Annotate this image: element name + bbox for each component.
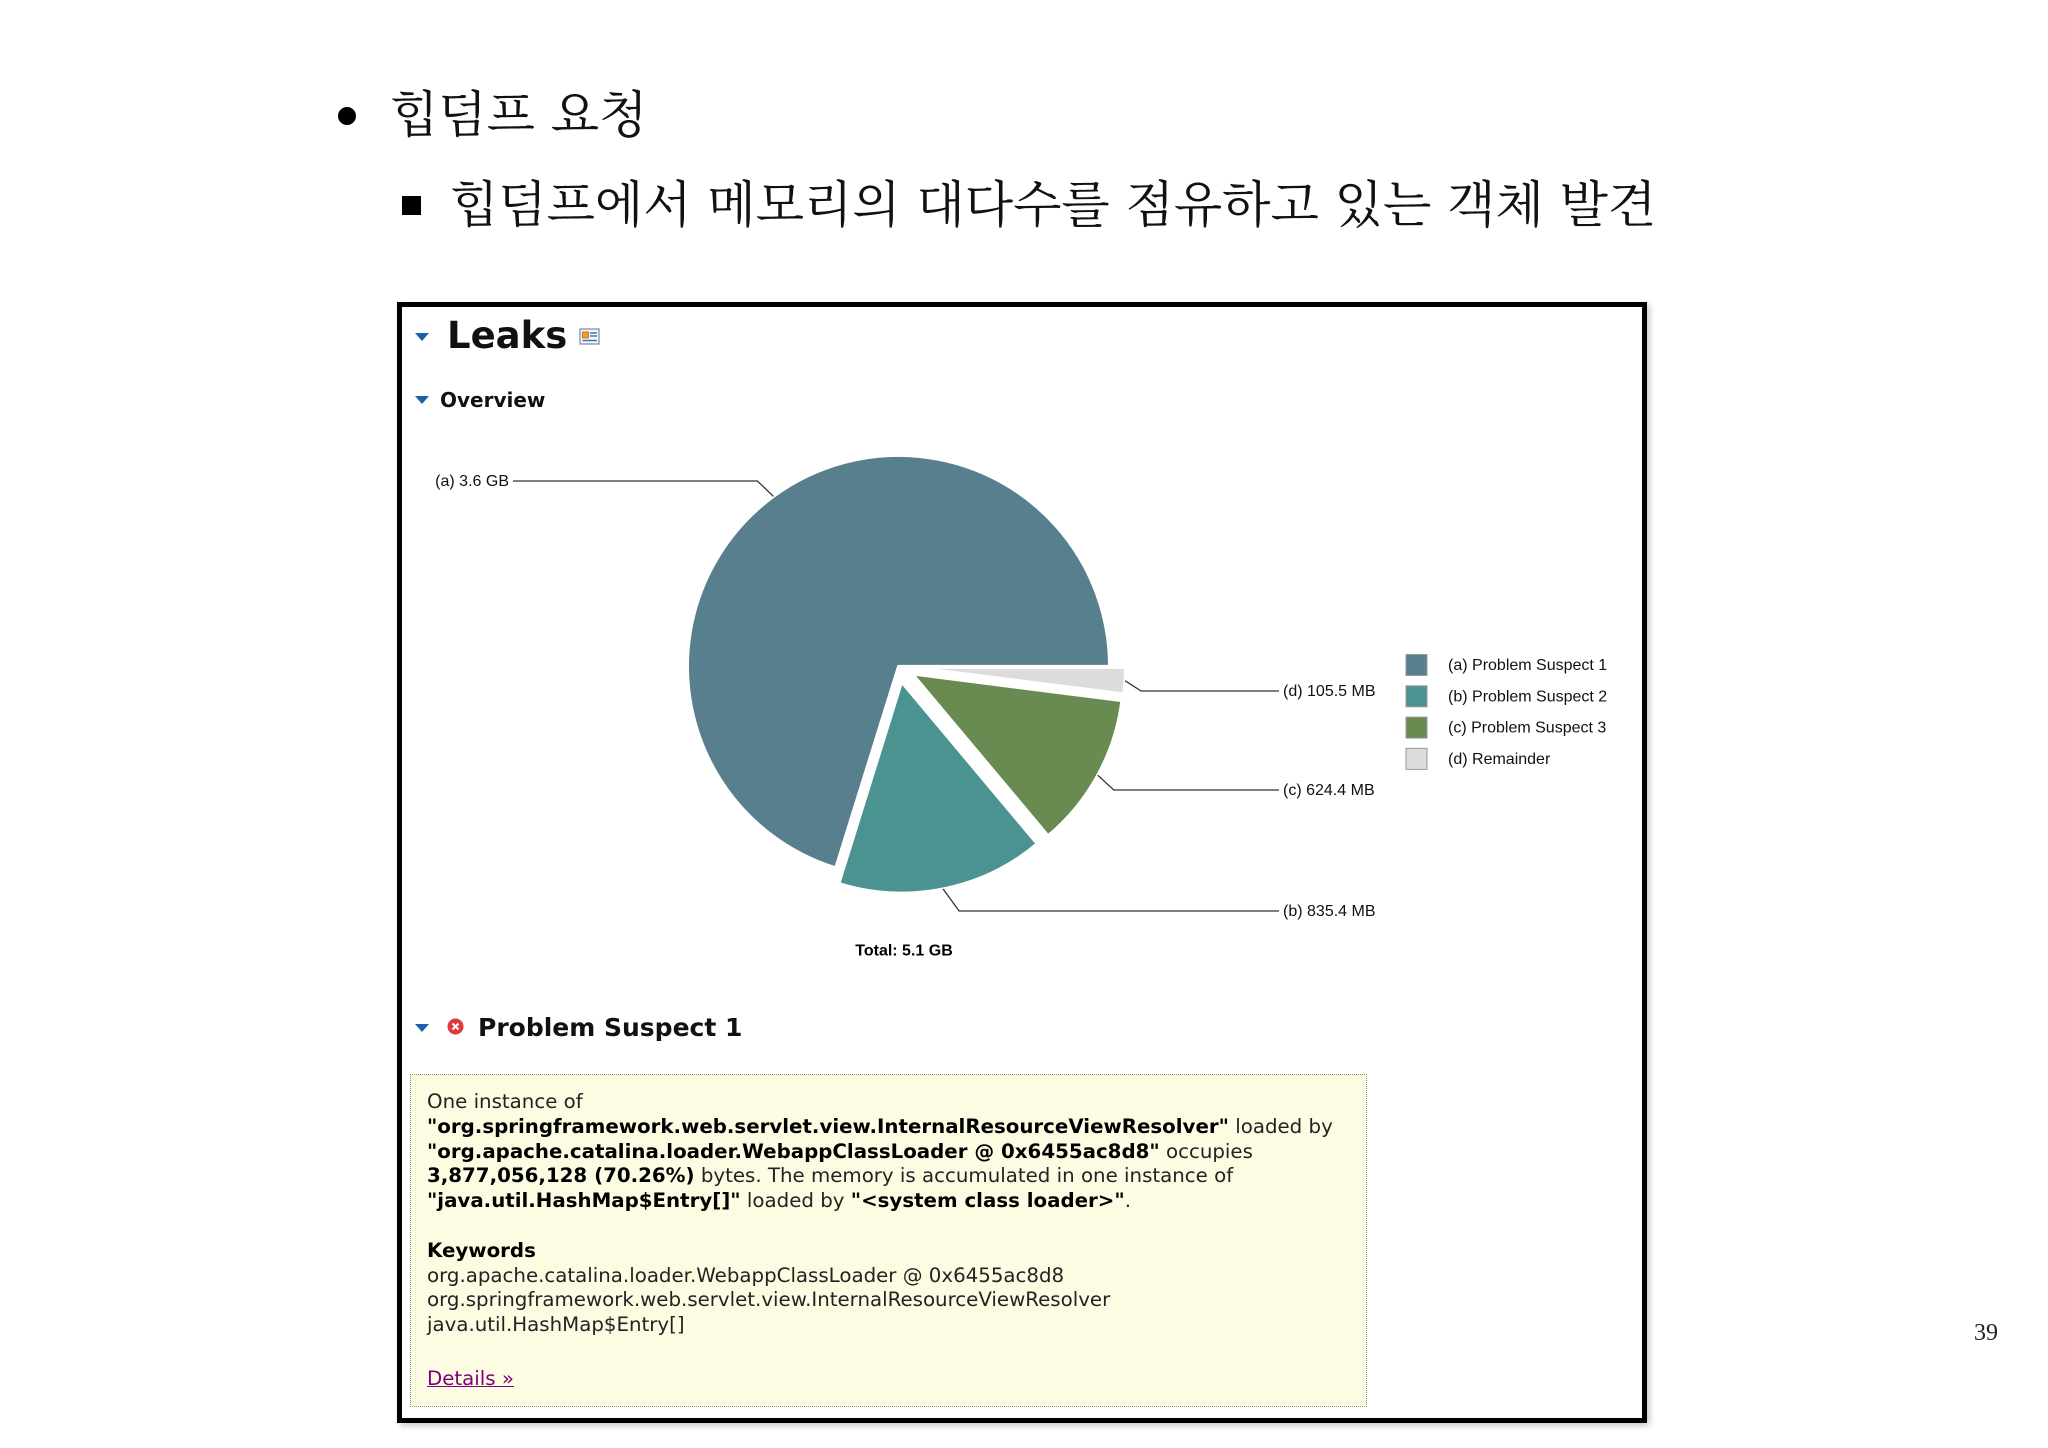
callout-value-b: 835.4: [1307, 902, 1348, 920]
callout-label-a: [435, 473, 509, 490]
leak-report-screenshot: [397, 302, 1647, 1423]
description-line: [427, 1115, 1366, 1140]
occupies-text: occupies: [1159, 1139, 1253, 1163]
description-line: [427, 1164, 1366, 1189]
leaks-heading: Leaks: [447, 314, 568, 357]
blank-line: [427, 1338, 1366, 1363]
keywords-heading: Keywords: [427, 1238, 536, 1262]
error-circle-icon: [447, 1018, 464, 1035]
pie-slices: [688, 455, 1126, 893]
callout-label-b: [1283, 903, 1376, 920]
legend-swatch-d: [1406, 748, 1427, 769]
accumulator-loaded-by-text: loaded by: [740, 1189, 851, 1213]
retained-suffix-text: bytes. The memory is accumulated in one instance of: [694, 1164, 1234, 1188]
legend-name-d: Remainder: [1472, 750, 1551, 768]
loaded-by-text: loaded by: [1228, 1114, 1333, 1138]
callout-unit-c: MB: [1350, 781, 1375, 799]
callout-line-a: [513, 481, 773, 496]
pie-legend: [1406, 655, 1607, 770]
description-line: [427, 1140, 1366, 1165]
callout-unit-d: MB: [1351, 682, 1376, 700]
callout-key-b: (b): [1283, 902, 1303, 920]
chart-total-label: Total: 5.1 GB: [855, 942, 953, 960]
retained-size: 3,877,056,128 (70.26%): [427, 1164, 695, 1188]
details-link[interactable]: Details »: [427, 1366, 514, 1390]
description-line: [427, 1189, 1366, 1214]
suspect-description-box: [410, 1074, 1367, 1407]
legend-label-d: [1448, 750, 1551, 767]
callout-label-d: [1283, 683, 1376, 700]
callout-line-b: [943, 889, 1279, 911]
accumulator-class: "java.util.HashMap$Entry[]": [427, 1189, 741, 1213]
accumulator-loader: "<system class loader>": [850, 1189, 1125, 1213]
slide-bullet-1: 힙덤프 요청: [390, 86, 648, 144]
page-number: 39: [1974, 1320, 1998, 1346]
legend-key-c: (c): [1448, 719, 1467, 737]
legend-key-d: (d): [1448, 750, 1468, 768]
legend-swatch-c: [1406, 717, 1427, 738]
image-icon[interactable]: [579, 327, 601, 346]
legend-key-b: (b): [1448, 687, 1468, 705]
callout-value-d: 105.5: [1307, 682, 1348, 700]
legend-swatch-b: [1406, 686, 1427, 707]
description-end: .: [1124, 1189, 1131, 1213]
legend-name-a: Problem Suspect 1: [1472, 656, 1608, 674]
suspect-collapse-triangle-down-icon[interactable]: [415, 1024, 429, 1032]
suspect-class-name: "org.springframework.web.servlet.view.InternalResourceViewResolver": [427, 1114, 1229, 1138]
legend-swatch-a: [1406, 655, 1427, 676]
legend-key-a: (a): [1448, 656, 1468, 674]
legend-label-b: [1448, 688, 1607, 705]
callout-line-c: [1098, 775, 1279, 790]
suspect-class-loader: "org.apache.catalina.loader.WebappClassLoader @ 0x6455ac8d8": [427, 1139, 1160, 1163]
callout-line-d: [1125, 681, 1279, 691]
callout-key-a: (a): [435, 472, 455, 490]
callout-unit-a: GB: [485, 472, 509, 490]
keyword-item: java.util.HashMap$Entry[]: [427, 1313, 685, 1337]
callout-value-c: 624.4: [1306, 781, 1347, 799]
legend-label-a: [1448, 657, 1607, 674]
overview-collapse-triangle-down-icon[interactable]: [415, 396, 429, 404]
overview-pie-chart: [402, 307, 1642, 987]
callout-key-d: (d): [1283, 682, 1303, 700]
callout-label-c: [1283, 782, 1375, 799]
bullet-square-icon: [402, 196, 421, 215]
description-intro: One instance of: [427, 1090, 583, 1113]
callout-unit-b: MB: [1351, 902, 1376, 920]
problem-suspect-heading: Problem Suspect 1: [478, 1013, 743, 1042]
callout-key-c: (c): [1283, 781, 1302, 799]
bullet-circle-icon: [338, 107, 356, 125]
legend-label-c: [1448, 719, 1606, 736]
slide-bullet-2: 힙덤프에서 메모리의 대다수를 점유하고 있는 객체 발견: [450, 176, 1657, 234]
callout-value-a: 3.6: [459, 472, 482, 490]
details-line: [427, 1367, 1366, 1392]
leaks-collapse-triangle-down-icon[interactable]: [415, 333, 429, 341]
keywords-heading-line: [427, 1239, 1366, 1264]
blank-line: [427, 1214, 1366, 1239]
description-line: [427, 1090, 1366, 1115]
keyword-item: org.apache.catalina.loader.WebappClassLoader @ 0x6455ac8d8: [427, 1263, 1065, 1287]
legend-name-c: Problem Suspect 3: [1471, 719, 1607, 737]
keyword-item: org.springframework.web.servlet.view.InternalResourceViewResolver: [427, 1288, 1111, 1312]
legend-name-b: Problem Suspect 2: [1472, 687, 1608, 705]
overview-heading: Overview: [440, 388, 546, 412]
